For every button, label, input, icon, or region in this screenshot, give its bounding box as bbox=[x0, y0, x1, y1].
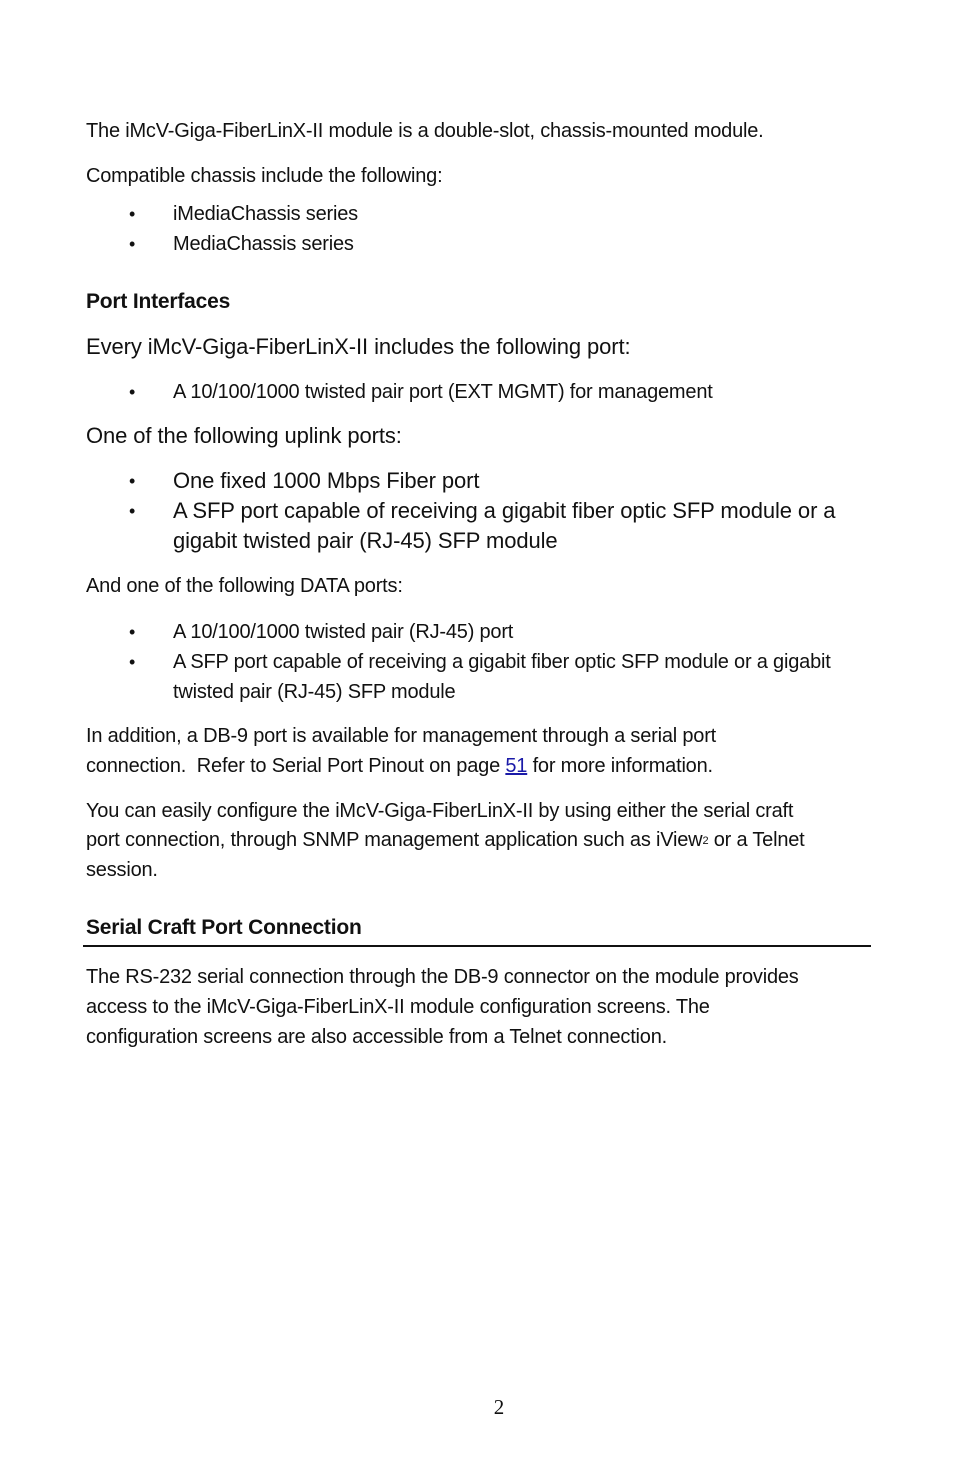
list-item-continuation: twisted pair (RJ-45) SFP module bbox=[173, 681, 456, 703]
config-paragraph-line-2: port connection, through SNMP management application such as iView$^2$ or a Telnet bbox=[86, 829, 805, 851]
list-item: • A 10/100/1000 twisted pair (RJ-45) port bbox=[86, 617, 831, 647]
chassis-list bbox=[86, 199, 358, 259]
list-item: • iMediaChassis series bbox=[86, 199, 358, 229]
db9-paragraph-line-2: connection. Refer to Serial Port Pinout on page 51 for more information. bbox=[86, 755, 713, 777]
intro-paragraph: The iMcV-Giga-FiberLinX-II module is a double-slot, chassis-mounted module. bbox=[86, 120, 764, 142]
uplink-intro-paragraph: One of the following uplink ports: bbox=[86, 423, 402, 448]
bullet-icon: • bbox=[129, 652, 136, 672]
serial-craft-line-1: The RS-232 serial connection through the DB-9 connector on the module provides bbox=[86, 966, 799, 988]
bullet-icon: • bbox=[129, 234, 136, 254]
bullet-icon: • bbox=[129, 382, 136, 402]
page-number: 2 bbox=[493, 1395, 505, 1419]
section-divider bbox=[83, 945, 871, 947]
uplink-port-list bbox=[86, 466, 835, 556]
db9-paragraph-line-1: In addition, a DB-9 port is available for management through a serial port bbox=[86, 725, 717, 747]
serial-craft-line-2: access to the iMcV-Giga-FiberLinX-II module configuration screens. The bbox=[86, 996, 710, 1018]
every-includes-paragraph: Every iMcV-Giga-FiberLinX-II includes the following port: bbox=[86, 334, 631, 359]
list-item-continuation: gigabit twisted pair (RJ-45) SFP module bbox=[173, 528, 558, 553]
data-ports-intro-paragraph: And one of the following DATA ports: bbox=[86, 575, 403, 597]
bullet-icon: • bbox=[129, 204, 136, 224]
document-page bbox=[86, 0, 872, 1475]
list-item: • A SFP port capable of receiving a gigabit fiber optic SFP module or a bbox=[86, 496, 835, 526]
config-paragraph-line-1: You can easily configure the iMcV-Giga-FiberLinX-II by using either the serial craft bbox=[86, 800, 794, 822]
page-reference-link[interactable]: 51 bbox=[505, 755, 528, 777]
superscript: 2 bbox=[702, 835, 709, 847]
bullet-icon: • bbox=[129, 501, 136, 521]
section-heading-serial-craft: Serial Craft Port Connection bbox=[86, 916, 362, 939]
list-item: • A 10/100/1000 twisted pair port (EXT MGMT) for management bbox=[86, 377, 713, 407]
compatible-chassis-intro: Compatible chassis include the following: bbox=[86, 165, 443, 187]
bullet-icon: • bbox=[129, 471, 136, 491]
list-item: • MediaChassis series bbox=[86, 229, 358, 259]
mgmt-port-list bbox=[86, 377, 713, 407]
serial-craft-line-3: configuration screens are also accessible from a Telnet connection. bbox=[86, 1026, 668, 1048]
config-paragraph-line-3: session. bbox=[86, 859, 158, 881]
list-item: • A SFP port capable of receiving a gigabit fiber optic SFP module or a gigabit bbox=[86, 647, 831, 677]
list-item: • One fixed 1000 Mbps Fiber port bbox=[86, 466, 835, 496]
data-port-list bbox=[86, 617, 831, 707]
section-heading-port-interfaces: Port Interfaces bbox=[86, 290, 231, 313]
bullet-icon: • bbox=[129, 622, 136, 642]
